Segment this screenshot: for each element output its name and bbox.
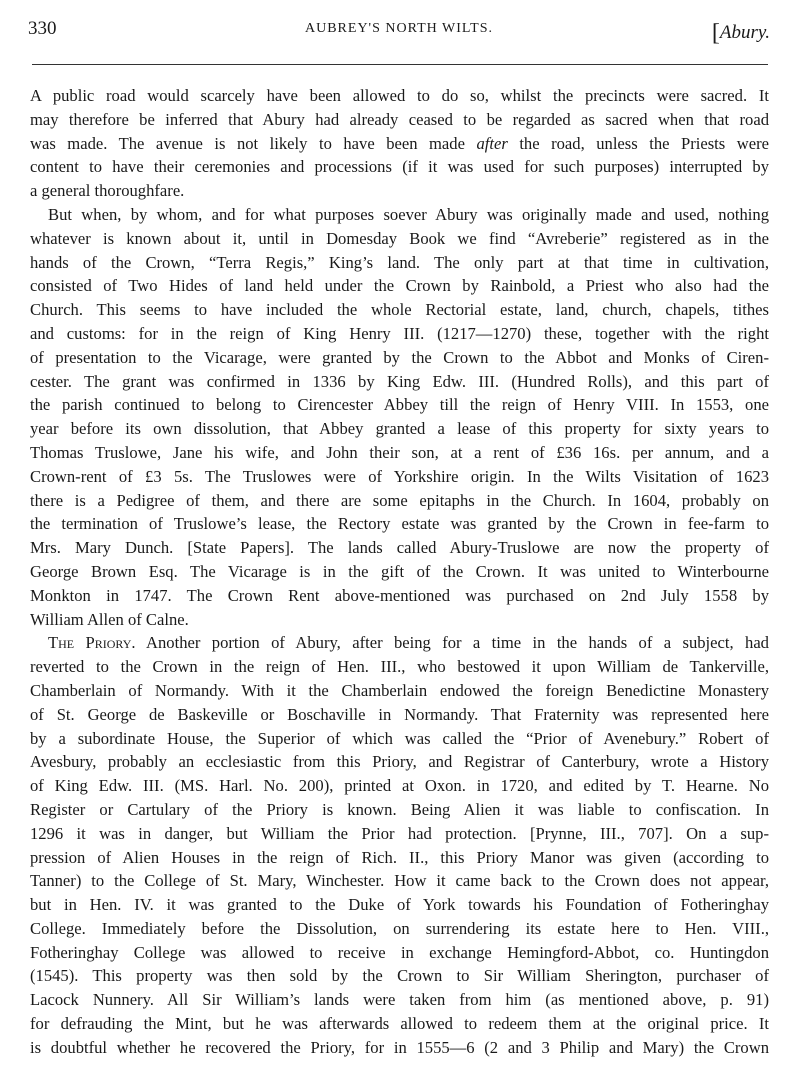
section-bracket: [ bbox=[711, 20, 720, 46]
line-text: A public road would scarcely have been allowed to do so, whilst the precincts were sacred. It bbox=[30, 86, 769, 105]
line-text: for defrauding the Mint, but he was afterwards allowed to redeem them at the original price. It bbox=[30, 1014, 769, 1034]
line-text: cester. The grant was confirmed in 1336 by King Edw. III. (Hundred Rolls), and this part of bbox=[30, 371, 769, 391]
text-line bbox=[30, 798, 769, 822]
body-text bbox=[30, 84, 769, 1060]
line-text: the road, unless the Priests were bbox=[507, 133, 769, 153]
header-rule bbox=[32, 64, 768, 65]
text-line bbox=[30, 393, 769, 417]
text-line bbox=[30, 560, 769, 584]
line-text: year before its own dissolution, that Abbey granted a lease of this property for sixty years to bbox=[30, 419, 769, 439]
line-text: George Brown Esq. The Vicarage is in the gift of the Crown. It was united to Winterbourne bbox=[30, 561, 769, 581]
text-line bbox=[30, 203, 769, 227]
line-text: but in Hen. IV. it was granted to the Duke of York towards his Foundation of Fotheringhay bbox=[30, 895, 769, 915]
line-text: Church. This seems to have included the whole Rectorial estate, land, church, chapels, tithes bbox=[30, 300, 769, 320]
text-line bbox=[30, 251, 769, 275]
text-line bbox=[30, 608, 769, 632]
text-line bbox=[30, 465, 769, 489]
line-text: whatever is known about it, until in Domesday Book we find “Avreberie” registered as in the bbox=[30, 228, 769, 248]
line-text: of St. George de Baskeville or Boschaville in Normandy. That Fraternity was represented here bbox=[30, 704, 769, 724]
text-line bbox=[30, 941, 769, 965]
line-text: consisted of Two Hides of land held under the Crown by Rainbold, a Priest who also had the bbox=[30, 276, 769, 296]
line-text: and customs: for in the reign of King Henry III. (1217—1270) these, together with the right bbox=[30, 323, 769, 343]
page-number: 330 bbox=[28, 18, 57, 39]
line-text: a general thoroughfare. bbox=[30, 181, 185, 201]
text-line bbox=[30, 964, 769, 988]
text-line bbox=[30, 370, 769, 394]
line-text: of King Edw. III. (MS. Harl. No. 200), printed at Oxon. in 1720, and edited by T. Hearne. No bbox=[30, 776, 769, 796]
text-line bbox=[30, 655, 769, 679]
emphasis-text: after bbox=[476, 133, 508, 153]
line-text: there is a Pedigree of them, and there are some epitaphs in the Church. In 1604, probably on bbox=[30, 490, 769, 510]
text-line bbox=[30, 322, 769, 346]
line-text: William Allen of Calne. bbox=[30, 609, 189, 629]
text-line bbox=[30, 869, 769, 893]
page-header bbox=[28, 18, 770, 48]
text-line bbox=[30, 227, 769, 251]
text-line bbox=[30, 846, 769, 870]
text-line bbox=[30, 346, 769, 370]
text-line bbox=[30, 179, 769, 203]
line-text: by a subordinate House, the Superior of which was called the “Prior of Avenebury.” Robert of bbox=[30, 728, 769, 748]
line-text: Avesbury, probably an ecclesiastic from this Priory, and Registrar of Canterbury, wrote a History bbox=[30, 752, 769, 772]
line-text: the parish continued to belong to Cirencester Abbey till the reign of Henry VIII. In 1553, one bbox=[30, 395, 769, 415]
text-line bbox=[30, 822, 769, 846]
line-text: Crown-rent of £3 5s. The Truslowes were of Yorkshire origin. In the Wilts Visitation of 1623 bbox=[30, 466, 769, 486]
line-text: Mrs. Mary Dunch. [State Papers]. The lands called Abury-Truslowe are now the property of bbox=[30, 538, 769, 558]
text-line bbox=[30, 679, 769, 703]
line-text: may therefore be inferred that Abury had already ceased to be regarded as sacred when that road bbox=[30, 109, 769, 129]
text-line bbox=[30, 132, 769, 156]
line-text: 1296 it was in danger, but William the Prior had protection. [Prynne, III., 707]. On a sup- bbox=[30, 823, 769, 843]
line-text: Another portion of Abury, after being for a time in the hands of a subject, had bbox=[135, 633, 769, 653]
line-text: Register or Cartulary of the Priory is known. Being Alien it was liable to confiscation. In bbox=[30, 799, 769, 819]
line-text: content to have their ceremonies and processions (if it was used for such purposes) interrupted by bbox=[30, 157, 769, 177]
text-line bbox=[30, 988, 769, 1012]
section-reference bbox=[712, 18, 770, 45]
line-text: College. Immediately before the Dissolution, on surrendering its estate here to Hen. VIII., bbox=[30, 918, 769, 938]
text-line bbox=[30, 703, 769, 727]
section-reference-text: Abury. bbox=[719, 22, 770, 43]
line-text: Chamberlain of Normandy. With it the Chamberlain endowed the foreign Benedictine Monastery bbox=[30, 680, 769, 700]
line-text: (1545). This property was then sold by the Crown to Sir William Sherington, purchaser of bbox=[30, 966, 769, 986]
line-text: pression of Alien Houses in the reign of Rich. II., this Priory Manor was given (according to bbox=[30, 847, 769, 867]
running-title: AUBREY'S NORTH WILTS. bbox=[305, 21, 493, 36]
line-text: Thomas Truslowe, Jane his wife, and John their son, at a rent of £36 16s. per annum, and a bbox=[30, 442, 769, 462]
text-line bbox=[30, 893, 769, 917]
line-text: hands of the Crown, “Terra Regis,” King’s land. The only part at that time in cultivation, bbox=[30, 252, 769, 272]
line-text: of presentation to the Vicarage, were granted by the Crown to the Abbot and Monks of Ciren- bbox=[30, 347, 769, 367]
text-line bbox=[30, 489, 769, 513]
text-line bbox=[30, 631, 769, 655]
line-text: was made. The avenue is not likely to have been made bbox=[30, 133, 477, 153]
text-line bbox=[30, 750, 769, 774]
line-text: the termination of Truslowe’s lease, the Rectory estate was granted by the Crown in fee-farm to bbox=[30, 514, 769, 534]
text-line bbox=[30, 84, 769, 108]
text-line bbox=[30, 108, 769, 132]
text-line bbox=[30, 1036, 769, 1060]
text-line bbox=[30, 536, 769, 560]
line-text: Lacock Nunnery. All Sir William’s lands were taken from him (as mentioned above, p. 91) bbox=[30, 990, 769, 1010]
text-line bbox=[30, 727, 769, 751]
text-line bbox=[30, 584, 769, 608]
text-line bbox=[30, 917, 769, 941]
text-line bbox=[30, 512, 769, 536]
line-text: is doubtful whether he recovered the Priory, for in 1555—6 (2 and 3 Philip and Mary) the Crown bbox=[30, 1037, 769, 1057]
text-line bbox=[30, 298, 769, 322]
text-line bbox=[30, 774, 769, 798]
line-text: Tanner) to the College of St. Mary, Winchester. How it came back to the Crown does not appear, bbox=[30, 871, 769, 891]
line-text: Monkton in 1747. The Crown Rent above-mentioned was purchased on 2nd July 1558 by bbox=[30, 585, 769, 605]
line-text: reverted to the Crown in the reign of Hen. III., who bestowed it upon William de Tankerville, bbox=[30, 657, 769, 677]
text-line bbox=[30, 441, 769, 465]
section-heading-priory: The Priory. bbox=[48, 633, 136, 653]
line-text: Fotheringhay College was allowed to receive in exchange Hemingford-Abbot, co. Huntingdon bbox=[30, 942, 769, 962]
text-line bbox=[30, 417, 769, 441]
text-line bbox=[30, 1012, 769, 1036]
line-text: But when, by whom, and for what purposes soever Abury was originally made and used, nothing bbox=[48, 204, 769, 224]
text-line bbox=[30, 155, 769, 179]
text-line bbox=[30, 274, 769, 298]
